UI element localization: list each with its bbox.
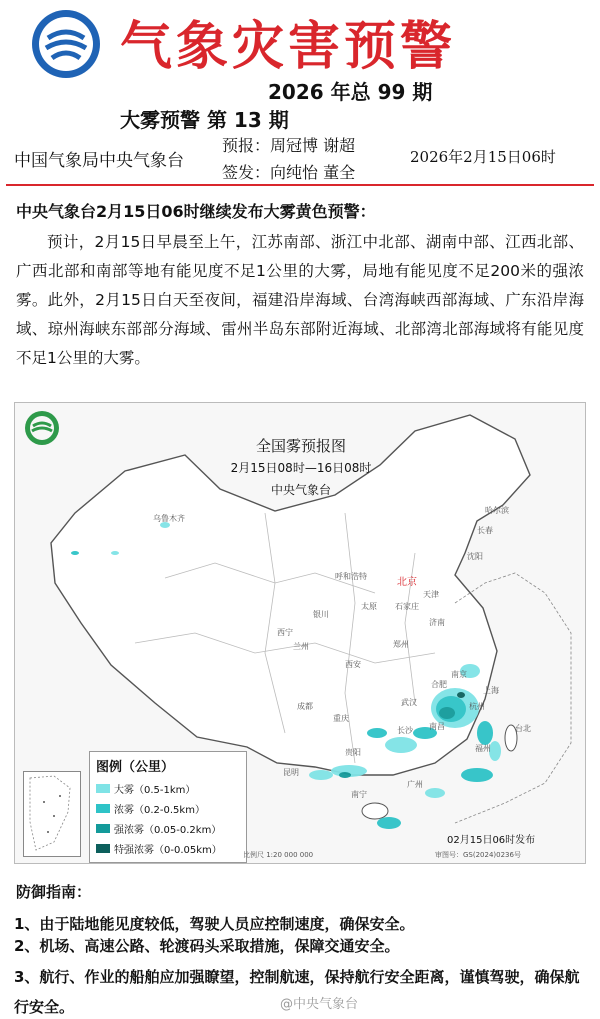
map-org: 中央气象台 (270, 483, 331, 497)
issuing-org: 中国气象局中央气象台 (14, 151, 184, 171)
weibo-watermark: @中央气象台 (280, 997, 359, 1012)
city-label: 西安 (345, 660, 361, 669)
fog-warning-issue: 大雾预警 第 13 期 (120, 108, 289, 132)
city-label: 成都 (297, 702, 313, 711)
legend-item (96, 798, 240, 818)
forecaster-line: 预报：周冠博 谢超 (222, 136, 356, 155)
city-label: 哈尔滨 (485, 506, 509, 515)
city-label: 昆明 (283, 768, 299, 777)
document-header (0, 0, 600, 185)
legend-item (96, 818, 240, 838)
city-label: 长沙 (397, 726, 413, 735)
cma-logo-icon (30, 8, 102, 80)
city-label: 天津 (423, 590, 439, 599)
issue-number: 2026 年总 99 期 (268, 80, 433, 104)
legend-item (96, 838, 240, 858)
fog-forecast-map (14, 402, 586, 864)
city-label-capital: 北京 (397, 577, 417, 588)
guide-item: 2、机场、高速公路、轮渡码头采取措施，保障交通安全。 (14, 937, 400, 955)
city-label: 南京 (451, 670, 467, 679)
legend-label: 大雾（0.5-1km） (114, 784, 196, 796)
issue-date: 2026年2月15日06时 (410, 148, 556, 166)
map-title: 全国雾预报图 (255, 437, 346, 455)
defense-guide-title: 防御指南： (16, 883, 92, 901)
city-label: 银川 (313, 610, 329, 619)
city-label: 沈阳 (467, 552, 483, 561)
city-label: 杭州 (469, 702, 485, 711)
legend-swatch (96, 784, 110, 793)
legend-label: 特强浓雾（0-0.05km） (114, 844, 222, 856)
south-china-sea-inset (23, 771, 81, 857)
city-label: 重庆 (333, 714, 349, 723)
city-label: 呼和浩特 (335, 572, 367, 581)
city-label: 济南 (429, 618, 445, 627)
legend-label: 强浓雾（0.05-0.2km） (114, 824, 222, 836)
city-label: 乌鲁木齐 (153, 514, 185, 523)
warning-body: 预计，2月15日早晨至上午，江苏南部、浙江中北部、湖南中部、江西北部、广西北部和南部等地有能见度不足1公里的大雾，局地有能见度不足200米的强浓雾。此外，2月15日白天至夜间，福建沿岸海域、台湾海峡西部海域、广东沿岸海域、琼州海峡东部部分海域、雷州半岛东部附近海域、北部湾北部海域将有能见度不足1公里的大雾。 (16, 233, 584, 367)
map-scale: 比例尺 1:20 000 000 (243, 851, 314, 859)
city-label: 武汉 (401, 698, 417, 707)
map-publish-time: 02月15日06时发布 (447, 835, 536, 846)
map-time-range: 2月15日08时—16日08时 (230, 461, 372, 475)
city-label: 南宁 (351, 790, 367, 799)
warning-headline: 中央气象台2月15日06时继续发布大雾黄色预警： (16, 202, 376, 221)
legend-swatch (96, 804, 110, 813)
city-label: 广州 (407, 780, 423, 789)
city-label: 兰州 (293, 642, 309, 651)
header-divider (6, 184, 594, 186)
legend-item (96, 778, 240, 798)
signer-line: 签发：向纯怡 董全 (222, 163, 356, 182)
guide-item: 3、航行、作业的船舶应加强瞭望，控制航速，保持航行安全距离，谨慎驾驶，确保航行安全。 (14, 968, 580, 1016)
city-label: 上海 (483, 686, 499, 695)
city-label: 太原 (361, 602, 377, 611)
legend-label: 浓雾（0.2-0.5km） (114, 804, 205, 816)
document-title: 气象灾害预警 (120, 16, 457, 77)
city-label: 西宁 (277, 628, 293, 637)
city-label: 合肥 (431, 680, 447, 689)
guide-item: 1、由于陆地能见度较低，驾驶人员应控制速度，确保安全。 (14, 915, 415, 933)
city-label: 福州 (475, 744, 491, 753)
legend-swatch (96, 824, 110, 833)
legend-title: 图例（公里） (96, 760, 175, 775)
map-approval-code: 审图号：GS(2024)0236号 (435, 851, 521, 859)
legend-swatch (96, 844, 110, 853)
city-label: 贵阳 (345, 748, 361, 757)
city-label: 石家庄 (395, 602, 419, 611)
city-label: 南昌 (429, 722, 445, 731)
city-label: 郑州 (393, 640, 409, 649)
city-label: 台北 (515, 724, 531, 733)
map-legend (89, 751, 247, 863)
city-label: 长春 (477, 526, 493, 535)
